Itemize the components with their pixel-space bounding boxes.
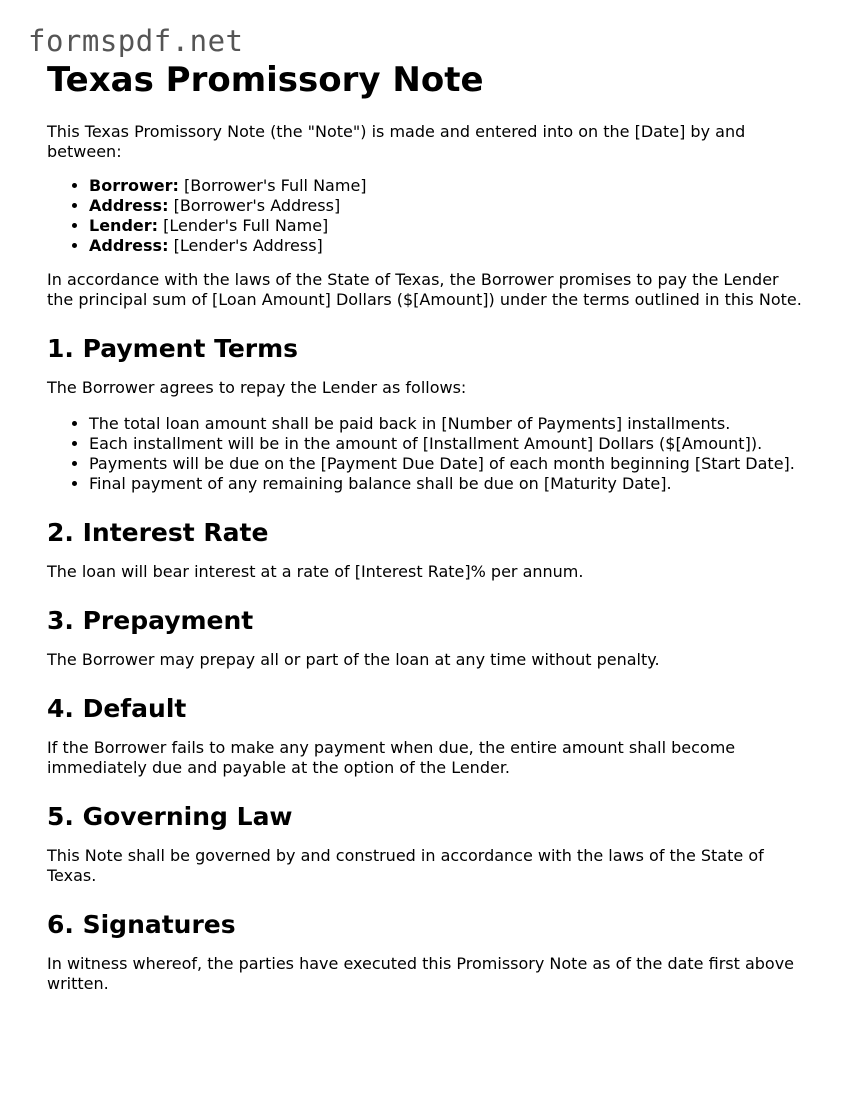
section-prepayment	[47, 606, 807, 670]
party-label: Address:	[89, 196, 169, 215]
list-item	[89, 196, 807, 216]
section-heading: 2. Interest Rate	[47, 518, 269, 547]
list-item: • The total loan amount shall be paid back in [Number of Payments] installments.	[89, 414, 807, 434]
section-text: The Borrower agrees to repay the Lender as follows:	[47, 378, 467, 397]
party-value: [Lender's Address]	[173, 236, 323, 255]
list-item: • Final payment of any remaining balance shall be due on [Maturity Date].	[89, 474, 807, 494]
section-payment-terms	[47, 334, 807, 494]
list-item	[89, 176, 807, 196]
section-heading: 6. Signatures	[47, 910, 236, 939]
section-heading: 3. Prepayment	[47, 606, 254, 635]
party-value: [Lender's Full Name]	[163, 216, 329, 235]
watermark: formspdf.net	[28, 24, 244, 58]
intro-paragraph: This Texas Promissory Note (the "Note") is made and entered into on the [Date] by and between:	[47, 122, 746, 161]
party-label: Borrower:	[89, 176, 179, 195]
list-item	[89, 216, 807, 236]
payment-terms-list	[47, 414, 807, 494]
parties-list	[47, 176, 807, 256]
section-text: The loan will bear interest at a rate of [Interest Rate]% per annum.	[47, 562, 584, 581]
section-heading: 1. Payment Terms	[47, 334, 299, 363]
section-default	[47, 694, 807, 778]
principal-paragraph: In accordance with the laws of the State of Texas, the Borrower promises to pay the Lender the principal sum of [Loan Amount] Dollars ($[Amount]) under the terms outlined in this Note.	[47, 270, 802, 309]
section-text: This Note shall be governed by and construed in accordance with the laws of the State of Texas.	[47, 846, 764, 885]
page-title: Texas Promissory Note	[47, 60, 484, 100]
list-item: • Payments will be due on the [Payment Due Date] of each month beginning [Start Date].	[89, 454, 807, 474]
section-text: If the Borrower fails to make any payment when due, the entire amount shall become immediately due and payable at the option of the Lender.	[47, 738, 736, 777]
party-label: Address:	[89, 236, 169, 255]
party-value: [Borrower's Address]	[173, 196, 341, 215]
document-page	[47, 60, 807, 1010]
section-governing-law	[47, 802, 807, 886]
party-label: Lender:	[89, 216, 159, 235]
list-item: • Each installment will be in the amount of [Installment Amount] Dollars ($[Amount]).	[89, 434, 807, 454]
section-interest-rate	[47, 518, 807, 582]
list-item	[89, 236, 807, 256]
section-text: The Borrower may prepay all or part of the loan at any time without penalty.	[47, 650, 660, 669]
section-signatures	[47, 910, 807, 994]
section-heading: 5. Governing Law	[47, 802, 293, 831]
party-value: [Borrower's Full Name]	[183, 176, 367, 195]
section-heading: 4. Default	[47, 694, 187, 723]
section-text: In witness whereof, the parties have executed this Promissory Note as of the date first above written.	[47, 954, 795, 993]
